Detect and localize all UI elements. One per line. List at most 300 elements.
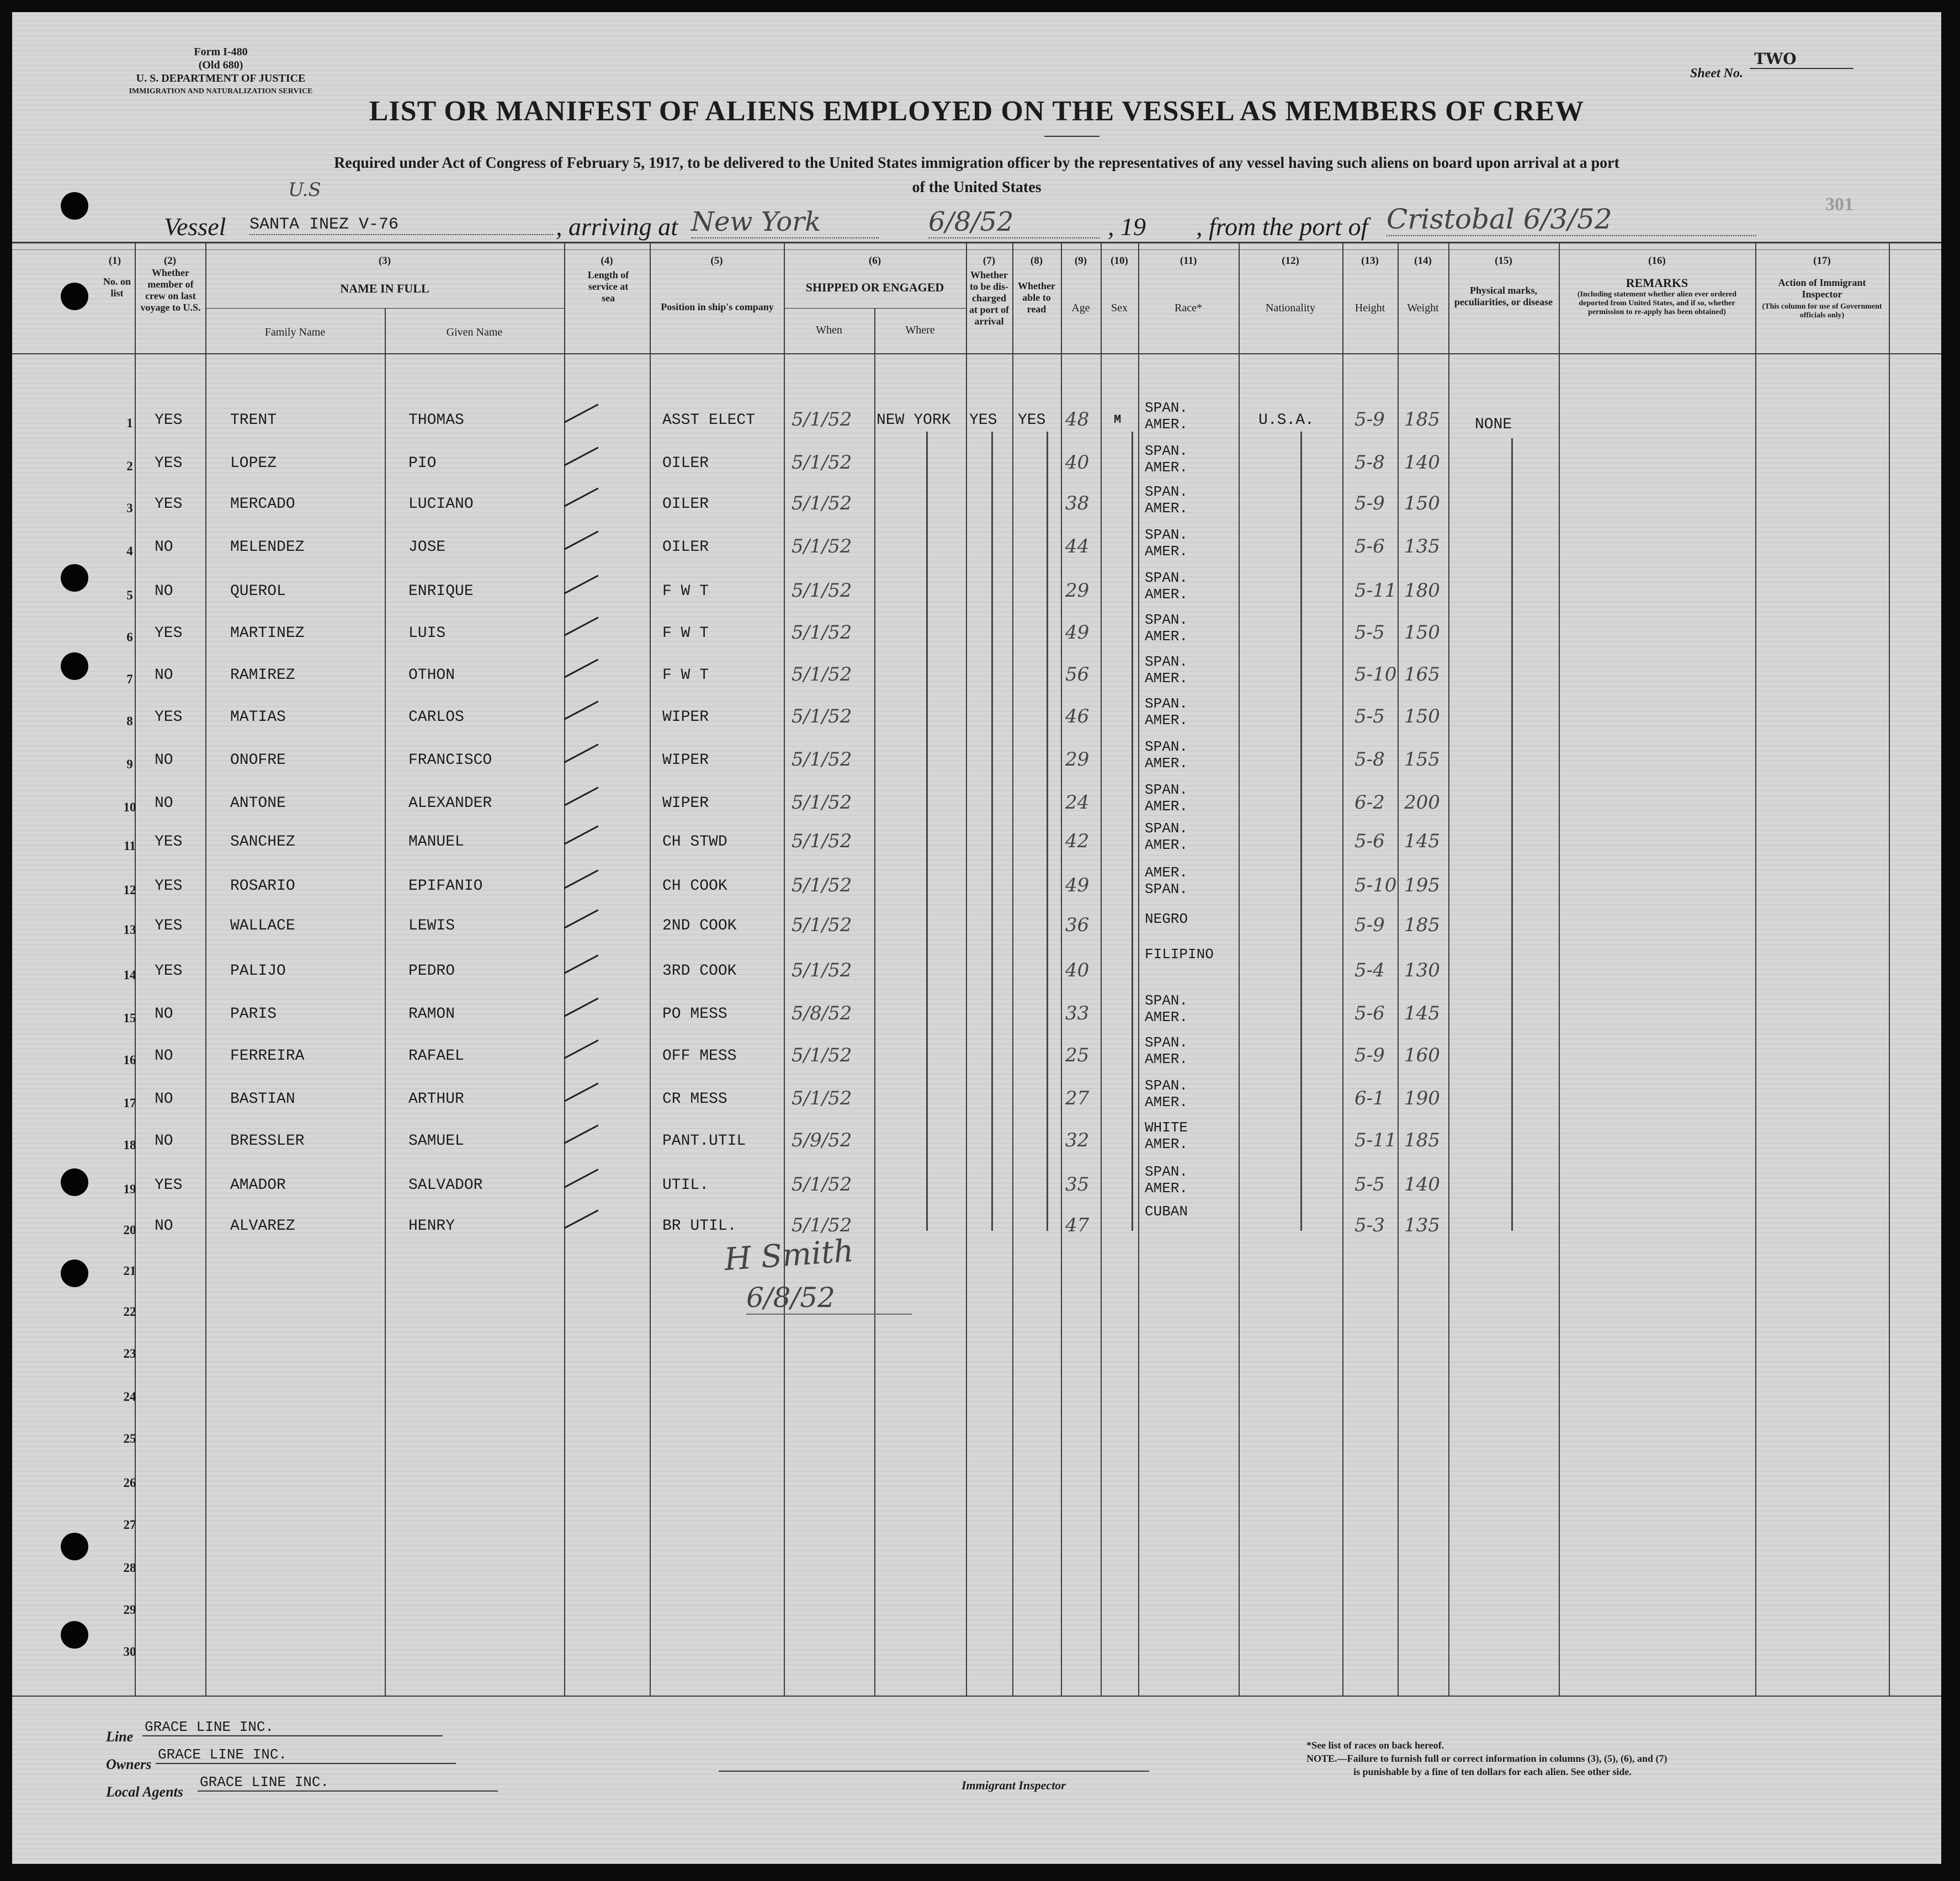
cell-race [1145,612,1188,645]
form-identifier [105,45,337,98]
col-divider [1398,243,1399,1696]
cell-height: 5-6 [1355,830,1385,852]
cell-weight: 180 [1404,580,1440,602]
cell-family-name: RAMIREZ [230,667,295,684]
cell-race [1145,911,1188,927]
cell-age: 27 [1065,1087,1090,1109]
col-number: (15) [1495,255,1512,267]
cell-height: 5-5 [1355,621,1385,644]
cell-age: 24 [1065,791,1090,814]
cell-previous-voyage: NO [155,1218,173,1235]
row-number: 18 [123,1138,136,1152]
row-number: 5 [126,588,133,602]
cell-race [1145,820,1188,853]
cell-shipped-when: 5/1/52 [792,1214,852,1236]
header-family-name: Family Name [264,326,326,338]
header-shipped-or-engaged: SHIPPED OR ENGAGED [805,280,944,294]
races-note: *See list of races on back hereof. [1306,1740,1444,1751]
cell-race [1145,400,1188,433]
inspector-signature-line [719,1771,1149,1772]
race-line-2: NEGRO [1145,911,1188,927]
cell-shipped-when: 5/1/52 [792,830,852,852]
ditto-line-read [1047,432,1048,1231]
row-number: 30 [123,1645,136,1659]
vessel-name: SANTA INEZ V-76 [249,215,553,235]
penalty-note-continued: is punishable by a fine of ten dollars for each alien. See other side. [1353,1766,1632,1777]
row-number: 17 [123,1096,136,1110]
cell-race [1145,1119,1188,1152]
binder-hole [61,564,88,592]
cell-position: OILER [662,455,709,472]
cell-height: 6-2 [1355,791,1385,814]
cell-discharged: YES [969,412,997,429]
cell-age: 46 [1065,705,1090,727]
cell-height: 5-9 [1355,408,1385,431]
cell-shipped-when: 5/1/52 [792,959,852,981]
race-line-2: AMER. [1145,837,1188,853]
cell-weight: 130 [1404,959,1440,981]
cell-previous-voyage: YES [155,833,183,851]
cell-race [1145,653,1188,687]
cell-family-name: BRESSLER [230,1133,305,1150]
cell-shipped-where: NEW YORK [877,412,951,429]
row-number: 28 [123,1561,136,1575]
cell-previous-voyage: YES [155,455,183,472]
cell-given-name: PEDRO [408,963,455,980]
row-number: 27 [123,1518,136,1532]
race-line-2: AMER. [1145,670,1188,687]
header-sex: Sex [1111,302,1128,314]
cell-age: 25 [1065,1044,1090,1066]
header-bottom-rule [12,353,1941,354]
service-tick-mark [564,403,598,423]
binder-hole [61,283,88,310]
cell-weight: 145 [1404,830,1440,852]
col-divider [1755,243,1756,1696]
cell-weight: 135 [1404,535,1440,557]
col-number: (5) [710,255,723,267]
arriving-port: New York [691,206,879,238]
cell-previous-voyage: YES [155,709,183,726]
col-divider [1342,243,1343,1696]
col-divider [784,243,785,1696]
service-tick-mark [564,787,598,806]
race-line-2: AMER. [1145,500,1188,517]
cell-given-name: ENRIQUE [408,583,474,600]
cell-position: 3RD COOK [662,963,737,980]
service-tick-mark [564,617,598,636]
row-number: 24 [123,1390,136,1404]
cell-race [1145,864,1188,897]
cell-shipped-when: 5/1/52 [792,535,852,557]
cell-family-name: QUEROL [230,583,286,600]
owners-label: Owners [106,1756,152,1772]
service-tick-mark [564,743,598,763]
col-number: (9) [1074,255,1087,267]
cell-age: 40 [1065,451,1090,474]
cell-given-name: RAFAEL [408,1048,464,1065]
col-divider [205,243,206,1696]
cell-weight: 155 [1404,748,1440,771]
cell-race [1145,695,1188,729]
header-given-name: Given Name [446,326,503,338]
race-line-2: AMER. [1145,798,1188,815]
row-number: 10 [123,800,136,814]
vessel-label: Vessel [164,212,226,241]
cell-shipped-when: 5/1/52 [792,663,852,686]
cell-weight: 140 [1404,1173,1440,1195]
col-divider [1061,243,1062,1696]
page-stamp: 301 [1825,194,1853,215]
cell-weight: 165 [1404,663,1440,686]
cell-height: 5-11 [1355,580,1397,602]
col-divider [1138,243,1139,1696]
title-rule [1044,136,1099,137]
cell-position: OILER [662,539,709,556]
row-number: 20 [123,1223,136,1237]
cell-age: 29 [1065,580,1090,602]
cell-family-name: AMADOR [230,1177,286,1194]
col-number: (10) [1111,255,1128,267]
cell-family-name: TRENT [230,412,277,429]
row-number: 3 [126,501,133,515]
cell-height: 5-5 [1355,705,1385,727]
cell-race [1145,738,1188,772]
race-line-2: SPAN. [1145,881,1188,897]
cell-race [1145,527,1188,560]
col-divider [1448,243,1449,1696]
row-number: 1 [126,416,133,430]
cell-family-name: BASTIAN [230,1091,295,1108]
arrival-date: 6/8/52 [928,206,1099,238]
ditto-line-sex [1132,432,1133,1231]
binder-hole [61,1621,88,1649]
cell-previous-voyage: YES [155,412,183,429]
race-line-1: SPAN. [1145,400,1188,416]
cell-position: WIPER [662,752,709,769]
header-remarks-note: (Including statement whether alien ever ordered deported from United States, and if so, whether permission to re-apply has been obtained) [1577,290,1737,316]
cell-weight: 150 [1404,492,1440,514]
service-tick-mark [564,954,598,974]
cell-able-to-read: YES [1018,412,1046,429]
row-number: 14 [123,968,136,982]
cell-given-name: OTHON [408,667,455,684]
row-number: 8 [126,714,133,728]
service-tick-mark [564,487,598,507]
race-line-2: AMER. [1145,459,1188,476]
department-name: U. S. DEPARTMENT OF JUSTICE [136,72,306,84]
cell-given-name: LEWIS [408,917,455,934]
cell-age: 49 [1065,874,1090,896]
cell-height: 5-3 [1355,1214,1385,1236]
race-line-1: SPAN. [1145,527,1188,543]
row-number: 11 [124,839,136,853]
row-number: 15 [123,1011,136,1025]
row-number: 29 [123,1603,136,1617]
service-tick-mark [564,997,598,1017]
cell-previous-voyage: NO [155,667,173,684]
cell-given-name: ALEXANDER [408,795,492,812]
cell-age: 38 [1065,492,1090,514]
cell-height: 5-11 [1355,1129,1397,1151]
row-number: 9 [126,757,133,771]
cell-weight: 150 [1404,705,1440,727]
row-number: 12 [123,883,136,897]
cell-given-name: CARLOS [408,709,464,726]
service-name: IMMIGRATION AND NATURALIZATION SERVICE [129,87,313,95]
cell-shipped-when: 5/1/52 [792,1044,852,1066]
row-number: 26 [123,1476,136,1490]
cell-given-name: MANUEL [408,833,464,851]
ditto-line-where [926,432,928,1231]
service-tick-mark [564,1082,598,1102]
race-line-1: SPAN. [1145,612,1188,628]
cell-race [1145,992,1188,1025]
cell-weight: 140 [1404,451,1440,474]
cell-previous-voyage: YES [155,963,183,980]
table-top-border-inner [12,249,1941,250]
col-number: (1) [108,255,121,267]
race-line-1: SPAN. [1145,695,1188,712]
cell-shipped-when: 5/1/52 [792,1087,852,1109]
col-number: (16) [1648,255,1666,267]
cell-height: 6-1 [1355,1087,1385,1109]
service-tick-mark [564,1124,598,1144]
cell-age: 32 [1065,1129,1090,1151]
header-able-to-read: Whether able to read [1018,280,1055,315]
cell-family-name: FERREIRA [230,1048,305,1065]
binder-hole [61,1260,88,1287]
cell-race [1145,1203,1188,1220]
header-race: Race* [1175,302,1202,314]
service-tick-mark [564,530,598,550]
cell-position: CR MESS [662,1091,727,1108]
cell-position: WIPER [662,709,709,726]
cell-previous-voyage: YES [155,496,183,513]
col-number: (11) [1180,255,1197,267]
service-tick-mark [564,658,598,678]
cell-weight: 135 [1404,1214,1440,1236]
cell-physical-marks: NONE [1475,416,1512,433]
header-weight: Weight [1407,302,1439,314]
arriving-label: , arriving at [556,212,678,241]
race-line-1: SPAN. [1145,443,1188,459]
row-number: 4 [126,544,133,558]
col-number: (4) [601,255,613,267]
cell-position: F W T [662,583,709,600]
immigrant-inspector-label: Immigrant Inspector [962,1778,1066,1792]
race-line-1: SPAN. [1145,782,1188,798]
cell-age: 36 [1065,914,1090,936]
local-agents-value: GRACE LINE INC. [198,1774,498,1792]
header-no-on-list: No. on list [103,276,131,299]
cell-age: 29 [1065,748,1090,771]
cell-shipped-when: 5/1/52 [792,408,852,431]
cell-position: CH COOK [662,878,727,895]
race-line-2: AMER. [1145,543,1188,560]
cell-height: 5-9 [1355,492,1385,514]
service-tick-mark [564,869,598,889]
cell-weight: 150 [1404,621,1440,644]
cell-given-name: HENRY [408,1218,455,1235]
header-length-of-service: Length of service at sea [587,269,629,304]
col-divider [1012,243,1013,1696]
row-number: 21 [123,1264,136,1278]
cell-position: WIPER [662,795,709,812]
service-tick-mark [564,447,598,466]
cell-age: 42 [1065,830,1090,852]
cell-shipped-when: 5/1/52 [792,1173,852,1195]
cell-weight: 185 [1404,408,1440,431]
cell-family-name: WALLACE [230,917,295,934]
row-number: 7 [126,672,133,686]
cell-previous-voyage: YES [155,625,183,642]
cell-age: 35 [1065,1173,1090,1195]
cell-race [1145,782,1188,815]
cell-family-name: MERCADO [230,496,295,513]
cell-family-name: MELENDEZ [230,539,305,556]
race-line-2: AMER. [1145,1094,1188,1110]
cell-given-name: THOMAS [408,412,464,429]
header-name-in-full: NAME IN FULL [340,281,429,295]
race-line-1: SPAN. [1145,1077,1188,1094]
row-number: 16 [123,1053,136,1067]
race-line-2: AMER. [1145,755,1188,772]
col-divider [1239,243,1240,1696]
race-line-1: SPAN. [1145,483,1188,500]
cell-shipped-when: 5/9/52 [792,1129,852,1151]
cell-given-name: EPIFANIO [408,878,483,895]
document-title: LIST OR MANIFEST OF ALIENS EMPLOYED ON THE VESSEL AS MEMBERS OF CREW [369,95,1585,127]
cell-family-name: LOPEZ [230,455,277,472]
cell-height: 5-9 [1355,1044,1385,1066]
col-divider [650,243,651,1696]
row-number: 22 [123,1305,136,1319]
cell-weight: 190 [1404,1087,1440,1109]
cell-sex: M [1114,413,1122,427]
service-tick-mark [564,1209,598,1229]
cell-position: F W T [662,667,709,684]
row-number: 25 [123,1432,136,1446]
cell-position: OILER [662,496,709,513]
header-previous-voyage: Whether member of crew on last voyage to U.S. [140,267,201,313]
service-tick-mark [564,1039,598,1059]
cell-given-name: RAMON [408,1006,455,1023]
cell-weight: 185 [1404,1129,1440,1151]
race-line-1: SPAN. [1145,992,1188,1009]
ditto-line-discharged [991,432,993,1231]
cell-given-name: ARTHUR [408,1091,464,1108]
header-inspector-action: Action of Immigrant Inspector [1778,277,1866,300]
cell-race [1145,946,1214,963]
cell-family-name: MARTINEZ [230,625,305,642]
year-label: , 19 [1108,212,1146,241]
cell-nationality: U.S.A. [1258,412,1314,429]
cell-weight: 145 [1404,1002,1440,1024]
cell-age: 48 [1065,408,1090,431]
race-line-2: AMER. [1145,1009,1188,1025]
cell-position: BR UTIL. [662,1218,737,1235]
cell-height: 5-6 [1355,1002,1385,1024]
col-number: (2) [163,255,177,267]
vessel-prefix: U.S [288,179,321,201]
row-number: 23 [123,1347,136,1361]
cell-family-name: ALVAREZ [230,1218,295,1235]
cell-age: 44 [1065,535,1090,557]
cell-weight: 160 [1404,1044,1440,1066]
race-line-2: CUBAN [1145,1203,1188,1220]
cell-family-name: ROSARIO [230,878,295,895]
race-line-1: SPAN. [1145,570,1188,586]
cell-height: 5-5 [1355,1173,1385,1195]
binder-hole [61,1533,88,1560]
cell-position: PO MESS [662,1006,727,1023]
cell-position: OFF MESS [662,1048,737,1065]
subtitle-line-1: Required under Act of Congress of February 5, 1917, to be delivered to the United States immigration officer by the representatives of any vessel having such aliens on board upon arrival at a port [334,155,1619,172]
cell-family-name: SANCHEZ [230,833,295,851]
row-number: 13 [123,923,136,937]
cell-weight: 200 [1404,791,1440,814]
cell-family-name: PALIJO [230,963,286,980]
cell-shipped-when: 5/1/52 [792,705,852,727]
cell-position: PANT.UTIL [662,1133,746,1150]
local-agents-label: Local Agents [106,1784,183,1800]
cell-previous-voyage: YES [155,878,183,895]
race-line-2: AMER. [1145,416,1188,433]
col-number: (14) [1414,255,1432,267]
cell-given-name: PIO [408,455,437,472]
col-divider [1889,243,1890,1696]
from-port: Cristobal 6/3/52 [1387,203,1756,236]
race-line-2: AMER. [1145,1051,1188,1067]
cell-position: UTIL. [662,1177,709,1194]
race-line-1: SPAN. [1145,653,1188,670]
col-divider [385,308,386,1696]
cell-position: ASST ELECT [662,412,756,429]
cell-age: 49 [1065,621,1090,644]
cell-height: 5-10 [1355,663,1397,686]
cell-family-name: MATIAS [230,709,286,726]
cell-given-name: LUCIANO [408,496,474,513]
service-tick-mark [564,575,598,594]
race-line-1: SPAN. [1145,820,1188,837]
service-tick-mark [564,700,598,720]
col-number: (13) [1361,255,1379,267]
form-old-number: (Old 680) [198,59,243,71]
cell-family-name: PARIS [230,1006,277,1023]
race-line-2: AMER. [1145,712,1188,729]
ditto-line-nationality [1300,432,1302,1231]
race-line-2: AMER. [1145,1180,1188,1197]
header-height: Height [1355,302,1385,314]
cell-shipped-when: 5/1/52 [792,748,852,771]
cell-position: 2ND COOK [662,917,737,934]
header-inspector-note: (This column for use of Government officials only) [1762,302,1882,320]
cell-age: 40 [1065,959,1090,981]
cell-family-name: ONOFRE [230,752,286,769]
header-age: Age [1071,302,1090,314]
signature-date: 6/8/52 [746,1282,912,1315]
cell-race [1145,1034,1188,1067]
col-divider [564,243,565,1696]
cell-race [1145,483,1188,517]
manifest-sheet [12,12,1941,1864]
line-value: GRACE LINE INC. [142,1719,443,1736]
header-position: Position in ship's company [661,301,774,312]
race-line-1: SPAN. [1145,738,1188,755]
race-line-2: AMER. [1145,1136,1188,1152]
cell-position: CH STWD [662,833,727,851]
